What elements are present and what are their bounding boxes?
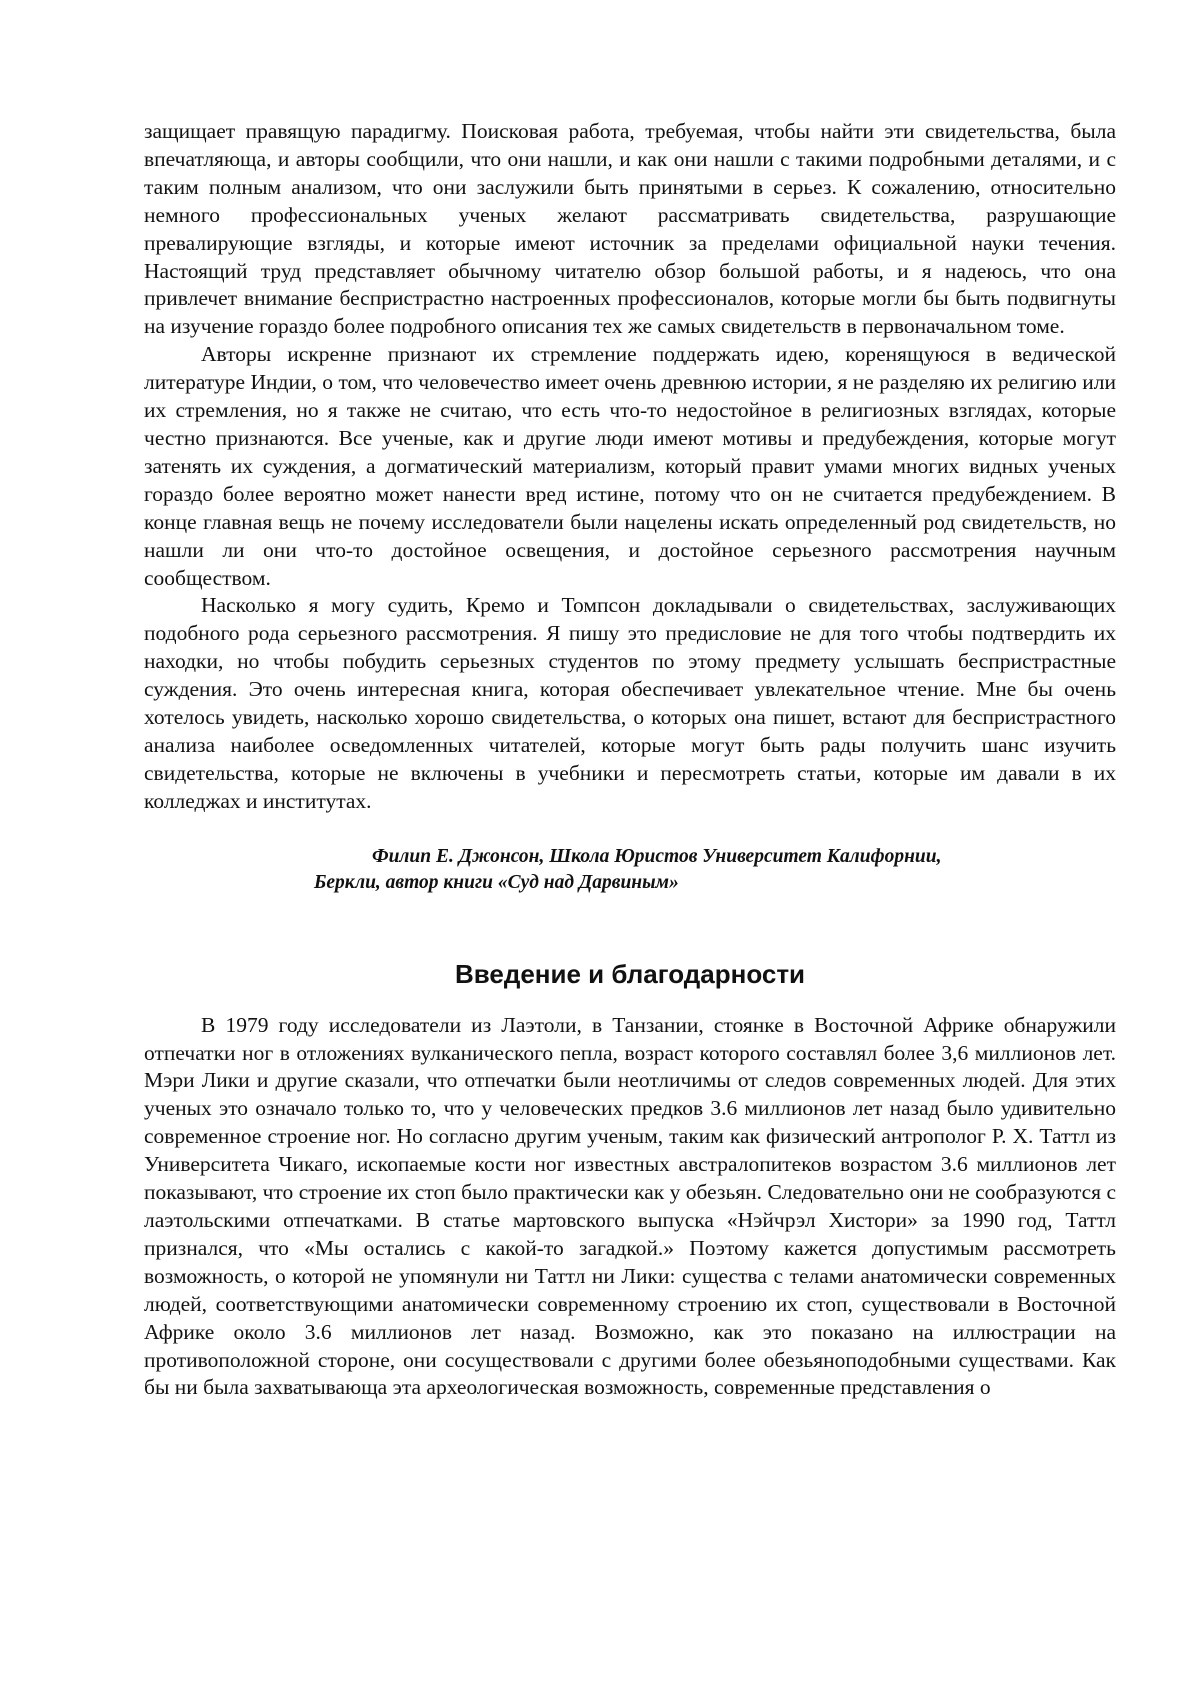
paragraph-assessment: Насколько я могу судить, Кремо и Томпсон докладывали о свидетельствах, заслуживающих подобного рода серьезного рассмотрения. Я пишу это предисловие не для того чтобы подтвердить их находки, но чтобы побудить серьезных студентов по этому предмету услышать беспристрастные суждения. Это очень интересная книга, которая обеспечивает увлекательное чтение. Мне бы очень хотелось увидеть, насколько хорошо свидетельства, о которых она пишет, встают для беспристрастного анализа наиболее осведомленных читателей, которые могут быть рады получить шанс изучить свидетельства, которые не включены в учебники и пересмотреть статьи, которые им давали в их колледжах и институтах. [144, 593, 1116, 813]
document-page [144, 118, 1116, 1402]
section-title: Введение и благодарности [454, 958, 806, 989]
author-signature [144, 844, 1116, 896]
paragraph-introduction: В 1979 году исследователи из Лаэтоли, в Танзании, стоянке в Восточной Африке обнаружили отпечатки ног в отложениях вулканического пепла, возраст которого составлял более 3,6 миллионов лет. Мэри Лики и другие сказали, что отпечатки были неотличимы от следов современных людей. Для этих ученых это означало только то, что у человеческих предков 3.6 миллионов лет назад было удивительно современное строение ног. Но согласно другим ученым, таким как физический антрополог Р. Х. Таттл из Университета Чикаго, ископаемые кости ног известных австралопитеков возрастом 3.6 миллионов лет показывают, что строение их стоп было практически как у обезьян. Следовательно они не сообразуются с лаэтольскими отпечатками. В статье мартовского выпуска «Нэйчрэл Хистори» за 1990 год, Таттл признался, что «Мы остались с какой-то загадкой.» Поэтому кажется допустимым рассмотреть возможность, о которой не упомянули ни Таттл ни Лики: существа с телами анатомически современных людей, соответствующими анатомически современному строению их стоп, существовали в Восточной Африке около 3.6 миллионов лет назад. Возможно, как это показано на иллюстрации на противоположной стороне, они сосуществовали с другими более обезьяноподобными существами. Как бы ни была захватывающа эта археологическая возможность, современные представления о [144, 1012, 1116, 1400]
signature-line-2: Беркли, автор книги «Суд над Дарвиным» [314, 871, 679, 893]
paragraph-authors: Авторы искренне признают их стремление поддержать идею, коренящуюся в ведической литературе Индии, о том, что человечество имеет очень древнюю истории, я не разделяю их религию или их стремления, но я также не считаю, что есть что-то недостойное в религиозных взглядах, которые честно признаются. Все ученые, как и другие люди имеют мотивы и предубеждения, которые могут затенять их суждения, а догматический материализм, который правит умами многих видных ученых гораздо более вероятно может нанести вред истине, потому что он не считается предубеждением. В конце главная вещь не почему исследователи были нацелены искать определенный род свидетельств, но нашли ли они что-то достойное освещения, и достойное серьезного рассмотрения научным сообществом. [144, 342, 1116, 590]
paragraph-continuation: защищает правящую парадигму. Поисковая работа, требуемая, чтобы найти эти свидетельства, была впечатляюща, и авторы сообщили, что они нашли, и как они нашли с такими подробными деталями, и с таким полным анализом, что они заслужили быть принятыми в серьез. К сожалению, относительно немного профессиональных ученых желают рассматривать свидетельства, разрушающие превалирующие взгляды, и которые имеют источник за пределами официальной науки течения. Настоящий труд представляет обычному читателю обзор большой работы, и я надеюсь, что она привлечет внимание беспристрастно настроенных профессионалов, которые могли бы быть подвигнуты на изучение гораздо более подробного описания тех же самых свидетельств в первоначальном томе. [144, 119, 1116, 339]
signature-line-1: Филип Е. Джонсон, Школа Юристов Университет Калифорнии, [372, 845, 942, 867]
